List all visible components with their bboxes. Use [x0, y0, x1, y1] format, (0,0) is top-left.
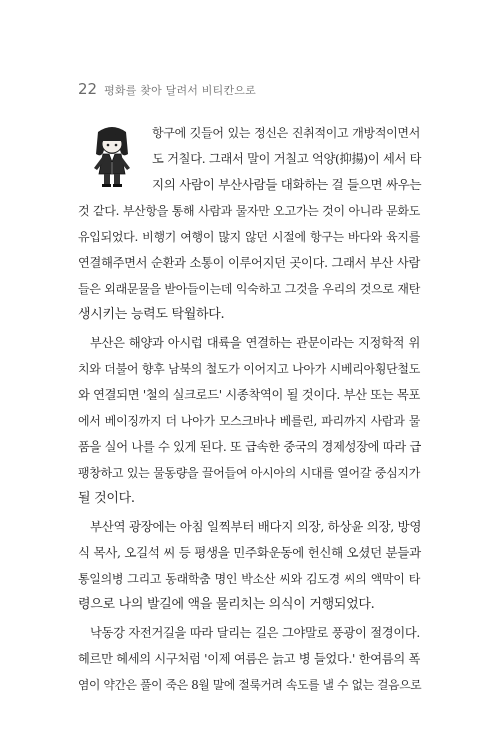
page-number: 22 [78, 80, 98, 98]
body-line: 들은 외래문물을 받아들이는데 익숙하고 그것을 우리의 것으로 재탄 [78, 282, 420, 296]
body-line: 유입되었다. 비행기 여행이 많지 않던 시절에 항구는 바다와 육지를 [78, 230, 420, 244]
body-line: 헤르만 헤세의 시구처럼 '이제 여름은 늙고 병 들었다.' 한여름의 폭 [78, 652, 420, 666]
body-line: 품을 실어 나를 수 있게 된다. 또 급속한 중국의 경제성장에 따라 급 [78, 440, 421, 454]
body-line: 치와 더불어 향후 남북의 철도가 이어지고 나아가 시베리아횡단철도 [78, 362, 420, 376]
character-illustration [82, 124, 142, 190]
body-line: 항구에 깃들어 있는 정신은 진취적이고 개방적이면서 [152, 126, 420, 140]
body-line: 낙동강 자전거길을 따라 달리는 길은 그야말로 풍광이 절경이다. [90, 626, 420, 640]
body-line: 령으로 나의 발길에 액을 물리치는 의식이 거행되었다. [78, 597, 375, 612]
body-line: 부산역 광장에는 아침 일찍부터 배다지 의장, 하상윤 의장, 방영 [90, 519, 422, 534]
body-line: 도 거칠다. 그래서 말이 거칠고 억양(抑揚)이 세서 타 [152, 152, 422, 166]
body-line: 통일의병 그리고 동래학춤 명인 박소산 씨와 김도경 씨의 액막이 타 [78, 572, 420, 586]
body-line: 될 것이다. [78, 491, 135, 506]
body-line: 생시키는 능력도 탁월하다. [78, 307, 225, 322]
body-line: 부산은 해양과 아시럽 대륙을 연결하는 관문이라는 지정학적 위 [90, 336, 420, 350]
body-line: 에서 베이징까지 더 나아가 모스크바나 베를린, 파리까지 사람과 물 [78, 414, 420, 428]
body-line: 와 연결되면 '철의 실크로드' 시종착역이 될 것이다. 부산 또는 목포 [78, 388, 420, 402]
body-line: 지의 사람이 부산사람들 대화하는 걸 들으면 싸우는 [152, 177, 422, 192]
running-header [78, 80, 256, 98]
body-line: 팽창하고 있는 물동량을 끌어들여 아시아의 시대를 열어갈 중심지가 [78, 466, 420, 480]
book-title: 평화를 찾아 달려서 비티칸으로 [104, 84, 256, 97]
body-line: 것 같다. 부산항을 통해 사람과 물자만 오고가는 것이 아니라 문화도 [78, 204, 420, 218]
body-line: 식 목사, 오길석 씨 등 평생을 민주화운동에 헌신해 오셨던 분들과 [78, 545, 421, 560]
body-line: 염이 약간은 풀이 죽은 8월 말에 절룩거려 속도를 낼 수 없는 걸음으로 [78, 678, 422, 692]
body-line: 연결해주면서 순환과 소통이 이루어지던 곳이다. 그래서 부산 사람 [78, 256, 420, 270]
